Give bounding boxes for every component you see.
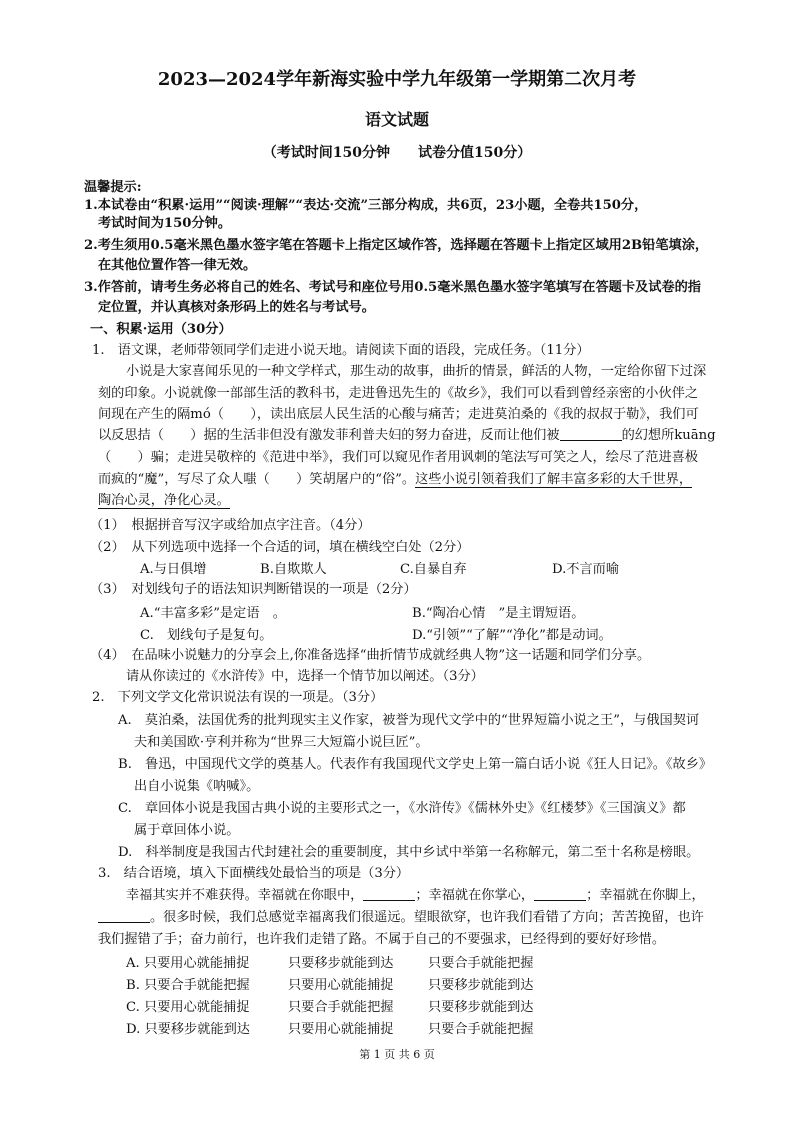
q1-passage-text: 的幻想所kuāng	[621, 428, 716, 443]
tip-2-cont: 在其他位置作答一律无效。	[98, 258, 257, 273]
q3-option-a: A. 只要用心就能捕捉	[126, 956, 250, 971]
exam-title: 2023—2024学年新海实验中学九年级第一学期第二次月考	[157, 69, 637, 90]
q1-sub4: （4） 在品味小说魅力的分享会上,你准备选择“曲折情节成就经典人物”这一话题和同学们分享。	[90, 648, 651, 663]
q1-sub2-option: C.自暴自弃	[400, 562, 467, 577]
q2-option-a-cont: 夫和美国欧·亨利并称为“世界三大短篇小说巨匠”。	[134, 735, 429, 750]
q2-option-b-cont: 出自小说集《呐喊》。	[134, 779, 260, 794]
q1-sub2: （2） 从下列选项中选择一个合适的词，填在横线空白处（2分）	[90, 540, 470, 555]
q3-option-c: C. 只要用心就能捕捉	[126, 1000, 250, 1015]
q3-option-c-part: 只要移步就能到达	[428, 1000, 534, 1015]
fill-blank[interactable]	[534, 886, 586, 901]
q1-sub3-option: D.“引领”“了解”“净化”都是动词。	[412, 628, 612, 643]
q1-passage-line	[98, 491, 230, 511]
q1-stem: 1. 语文课，老师带领同学们走进小说天地。请阅读下面的语段，完成任务。（11分）	[92, 343, 590, 358]
tip-2: 2.考生须用0.5毫米黑色墨水签字笔在答题卡上指定区域作答，选择题在答题卡上指定区域用2B铅笔填涂，	[84, 238, 709, 253]
q3-option-b: B. 只要合手就能把握	[126, 978, 250, 993]
q1-passage-line: 刻的印象。小说就像一部部生活的教科书，走进鲁迅先生的《故乡》，我们可以看到曾经亲密的小伙伴之	[98, 386, 699, 401]
section-heading: 一、积累·运用（30分）	[90, 322, 232, 337]
q1-passage-line: （ ）骗；走进吴敬梓的《范进中举》，我们可以窥见作者用讽刺的笔法写可笑之人，绘尽了范进喜极	[98, 450, 699, 465]
tip-3: 3.作答前，请考生务必将自己的姓名、考试号和座位号用0.5毫米黑色墨水签字笔填写在答题卡及试卷的指	[84, 280, 701, 295]
fill-blank[interactable]	[363, 886, 415, 901]
q2-option-c: C. 章回体小说是我国古典小说的主要形式之一，《水浒传》《儒林外史》《红楼梦》《三国演义》都	[118, 801, 686, 816]
q3-option-c-part: 只要合手就能把握	[288, 1000, 394, 1015]
q3-option-d: D. 只要移步就能到达	[126, 1022, 250, 1037]
q1-sub3-option: A.“丰富多彩”是定语 。	[140, 606, 286, 621]
tip-3-cont: 定位置，并认真核对条形码上的姓名与考试号。	[98, 300, 375, 315]
q3-option-a-part: 只要移步就能到达	[288, 956, 394, 971]
q2-option-b: B. 鲁迅，中国现代文学的奠基人。代表作有我国现代文学史上第一篇白话小说《狂人日记》。《故乡》	[118, 757, 713, 772]
q2-option-c-cont: 属于章回体小说。	[134, 823, 240, 838]
q3-option-d-part: 只要合手就能把握	[428, 1022, 534, 1037]
q1-passage-line: 间现在产生的隔mó（ ），读出底层人民生活的心酸与痛苦；走进莫泊桑的《我的叔叔于勒》，我们可	[98, 407, 699, 422]
q3-passage-line: 我们握错了手；奋力前行，也许我们走错了路。不属于自己的不要强求，已经得到的要好好珍惜。	[98, 932, 666, 947]
q1-passage-text: 而疯的“魔”，写尽了众人嗤（ ）笑胡屠户的“俗”。	[98, 472, 416, 487]
q3-passage-text: ；幸福就在你掌心，	[415, 888, 535, 903]
q3-option-b-part: 只要用心就能捕捉	[288, 978, 394, 993]
page-footer: 第 1 页 共 6 页	[359, 1048, 435, 1061]
q3-passage-line	[98, 908, 704, 928]
q3-option-b-part: 只要移步就能到达	[428, 978, 534, 993]
tip-1: 1.本试卷由“积累·运用”“阅读·理解”“表达·交流”三部分构成，共6页，23小题，全卷共150分，	[84, 198, 648, 213]
subject-title: 语文试题	[364, 110, 429, 129]
fill-blank[interactable]	[560, 426, 622, 441]
q3-passage-line	[126, 886, 705, 906]
fill-blank[interactable]	[98, 908, 150, 923]
underlined-sentence: 陶冶心灵，净化心灵。	[98, 493, 230, 508]
q1-sub3-option: B.“陶冶心情 ”是主谓短语。	[412, 606, 585, 621]
q1-sub2-option: A.与日俱增	[140, 562, 207, 577]
q1-sub4-cont: 请从你读过的《水浒传》中，选择一个情节加以阐述。（3分）	[126, 669, 484, 684]
q2-option-a: A. 莫泊桑，法国优秀的批判现实主义作家，被誉为现代文学中的“世界短篇小说之王”，与俄国契诃	[118, 713, 700, 728]
exam-info: （考试时间150分钟 试卷分值150分）	[262, 145, 532, 161]
q1-sub1: （1） 根据拼音写汉字或给加点字注音。（4分）	[90, 518, 371, 533]
q1-sub2-option: D.不言而喻	[552, 562, 620, 577]
q1-passage-line	[98, 426, 716, 446]
tips-heading: 温馨提示:	[84, 180, 142, 195]
q1-sub3-option: C. 划线句子是复句。	[140, 628, 273, 643]
q3-option-a-part: 只要合手就能把握	[428, 956, 534, 971]
q2-option-d: D. 科举制度是我国古代封建社会的重要制度，其中乡试中举第一名称解元，第二至十名称是榜眼。	[118, 845, 700, 860]
q1-sub2-option: B.自欺欺人	[260, 562, 327, 577]
underlined-sentence: 这些小说引领着我们了解丰富多彩的大千世界，	[415, 472, 693, 487]
q3-passage-text: 幸福其实并不难获得。幸福就在你眼中，	[126, 888, 364, 903]
q1-sub3: （3） 对划线句子的语法知识判断错误的一项是（2分）	[90, 582, 417, 597]
q3-passage-text: ；幸福就在你脚上，	[586, 888, 705, 903]
q3-passage-text: 。很多时候，我们总感觉幸福离我们很遥远。望眼欲穿，也许我们看错了方向；苦苦挽留，也许	[150, 910, 704, 925]
q1-passage-line: 小说是大家喜闻乐见的一种文学样式，那生动的故事，曲折的情景，鲜活的人物，一定给你留下过深	[126, 364, 707, 379]
tip-1-cont: 考试时间为150分钟。	[98, 216, 232, 231]
q1-passage-text: 以反思拮（ ）据的生活非但没有激发菲利普夫妇的努力奋进，反而让他们被	[98, 428, 560, 443]
q3-option-d-part: 只要用心就能捕捉	[288, 1022, 394, 1037]
q2-stem: 2. 下列文学文化常识说法有误的一项是。（3分）	[92, 690, 384, 705]
q3-stem: 3. 结合语境，填入下面横线处最恰当的项是（3分）	[98, 866, 410, 881]
q1-passage-line	[98, 470, 692, 490]
